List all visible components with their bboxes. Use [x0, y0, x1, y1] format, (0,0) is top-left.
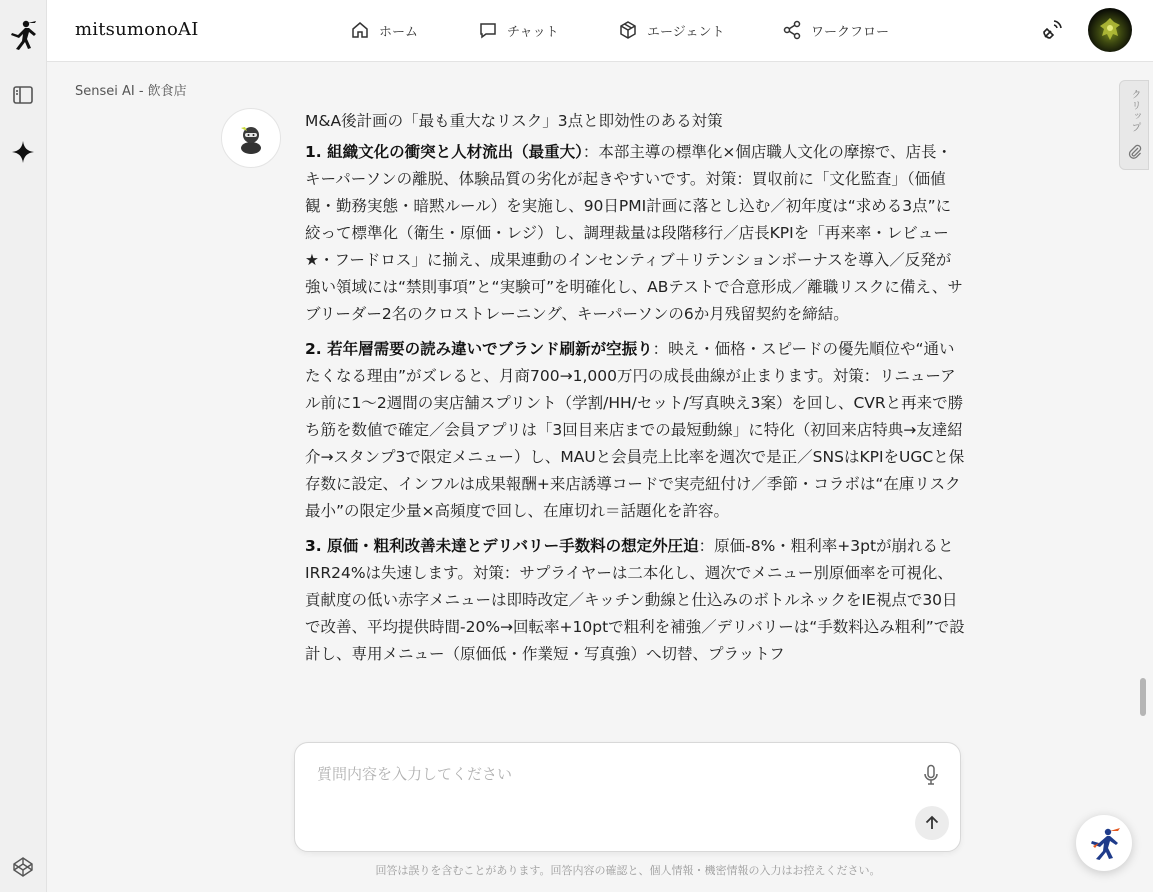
nav-chat[interactable]: [478, 18, 559, 42]
nav-home-label: ホーム: [379, 24, 419, 40]
clip-panel-tab[interactable]: [1119, 80, 1149, 170]
nav-home[interactable]: [350, 18, 418, 42]
disclaimer-text: 回答は誤りを含むことがあります。回答内容の確認と、個人情報・機密情報の入力はお控えください。: [375, 864, 881, 877]
user-avatar[interactable]: [1088, 8, 1132, 52]
assistant-message: [305, 108, 965, 734]
composer: [294, 742, 961, 852]
nav-workflow[interactable]: [782, 18, 889, 42]
sidebar-toggle-icon[interactable]: [8, 80, 38, 110]
message-item-body: ：本部主導の標準化×個店職人文化の摩擦で、店長・キーパーソンの離脱、体験品質の劣化が起きやすいです。対策：買収前に「文化監査」（価値観・勤務実態・暗黙ルール）を実施し、90日PMI計画に落とし込む／初年度は“求める3点”に絞って標準化（衛生・原価・レジ）し、調理裁量は段階移行／店長KPIを「再来率・レビュー★・フードロス」に揃え、成果連動のインセンティブ＋リテンションボーナスを導入／反発が強い領域には“禁則事項”と“実験可”を明確化し、ABテストで合意形成／離職リスクに備え、サブリーダー2名のクロストレーニング、キーパーソンの6か月残留契約を締結。: [305, 143, 963, 323]
message-item: [305, 139, 965, 328]
brand-name[interactable]: mitsumonoAI: [75, 19, 199, 40]
scrollbar-thumb[interactable]: [1140, 678, 1146, 716]
cube-icon: [618, 20, 638, 40]
message-item-title: 3. 原価・粗利改善未達とデリバリー手数料の想定外圧迫: [305, 537, 699, 555]
paperclip-icon: [1127, 143, 1143, 159]
assistant-avatar: [221, 108, 281, 168]
left-rail: [0, 0, 47, 892]
message-item-body: ：原価-8%・粗利率+3ptが崩れるとIRR24%は失速します。対策：サプライヤーは二本化し、週次でメニュー別原価率を可視化、貢献度の低い赤字メニューは即時改定／キッチン動線と仕込みのボトルネックをIE視点で30日で改善、平均提供時間-20%→回転率+10ptで粗利を補強／デリバリーは“手数料込み粗利”で設計し、専用メニュー（原価低・作業短・写真強）へ切替、プラットフ: [305, 537, 965, 663]
message-item: [305, 336, 965, 525]
codepen-icon[interactable]: [8, 852, 38, 882]
ninja-bot-icon: [234, 121, 268, 155]
satellite-icon[interactable]: [1039, 17, 1065, 43]
ninja-run-icon: [1085, 824, 1123, 862]
message-lead: M&A後計画の「最も重大なリスク」3点と即効性のある対策: [305, 112, 723, 130]
message-item-title: 2. 若年層需要の読み違いでブランド刷新が空振り: [305, 340, 653, 358]
share-icon: [782, 20, 802, 40]
nav-agent-label: エージェント: [647, 24, 725, 40]
top-header: [47, 0, 1153, 62]
chat-icon: [478, 20, 498, 40]
message-item: [305, 533, 965, 668]
arrow-up-icon: [923, 814, 941, 832]
clip-tab-label: クリップ: [1129, 89, 1140, 133]
microphone-icon[interactable]: [920, 763, 942, 787]
ninja-logo-icon[interactable]: [8, 20, 38, 50]
sparkle-icon[interactable]: [8, 137, 38, 167]
nav-workflow-label: ワークフロー: [811, 24, 890, 40]
send-button[interactable]: [915, 806, 949, 840]
nav-chat-label: チャット: [507, 24, 559, 40]
question-input[interactable]: [317, 763, 897, 803]
message-item-title: 1. 組織文化の衝突と人材流出（最重大）: [305, 143, 583, 161]
home-icon: [350, 20, 370, 40]
assistant-fab-button[interactable]: [1076, 815, 1132, 871]
main-content: [47, 62, 1153, 892]
nav-agent[interactable]: [618, 18, 724, 42]
breadcrumb[interactable]: Sensei AI - 飲食店: [75, 84, 187, 99]
message-item-body: ：映え・価格・スピードの優先順位や“通いたくなる理由”がズレると、月商700→1,000万円の成長曲線が止まります。対策：リニューアル前に1〜2週間の実店舗スプリント（学割/HH/セット/写真映え3案）を回し、CVRと再来で勝ち筋を数値で確定／会員アプリは「3回目来店までの最短動線」に特化（初回来店特典→友達紹介→スタンプ3で限定メニュー）し、MAUと会員売上比率を週次で是正／SNSはKPIをUGCと保存数に設定、インフルは成果報酬+来店誘導コードで実売紐付け／季節・コラボは“在庫リスク最小”の限定少量×高頻度で回し、在庫切れ＝話題化を許容。: [305, 340, 965, 520]
